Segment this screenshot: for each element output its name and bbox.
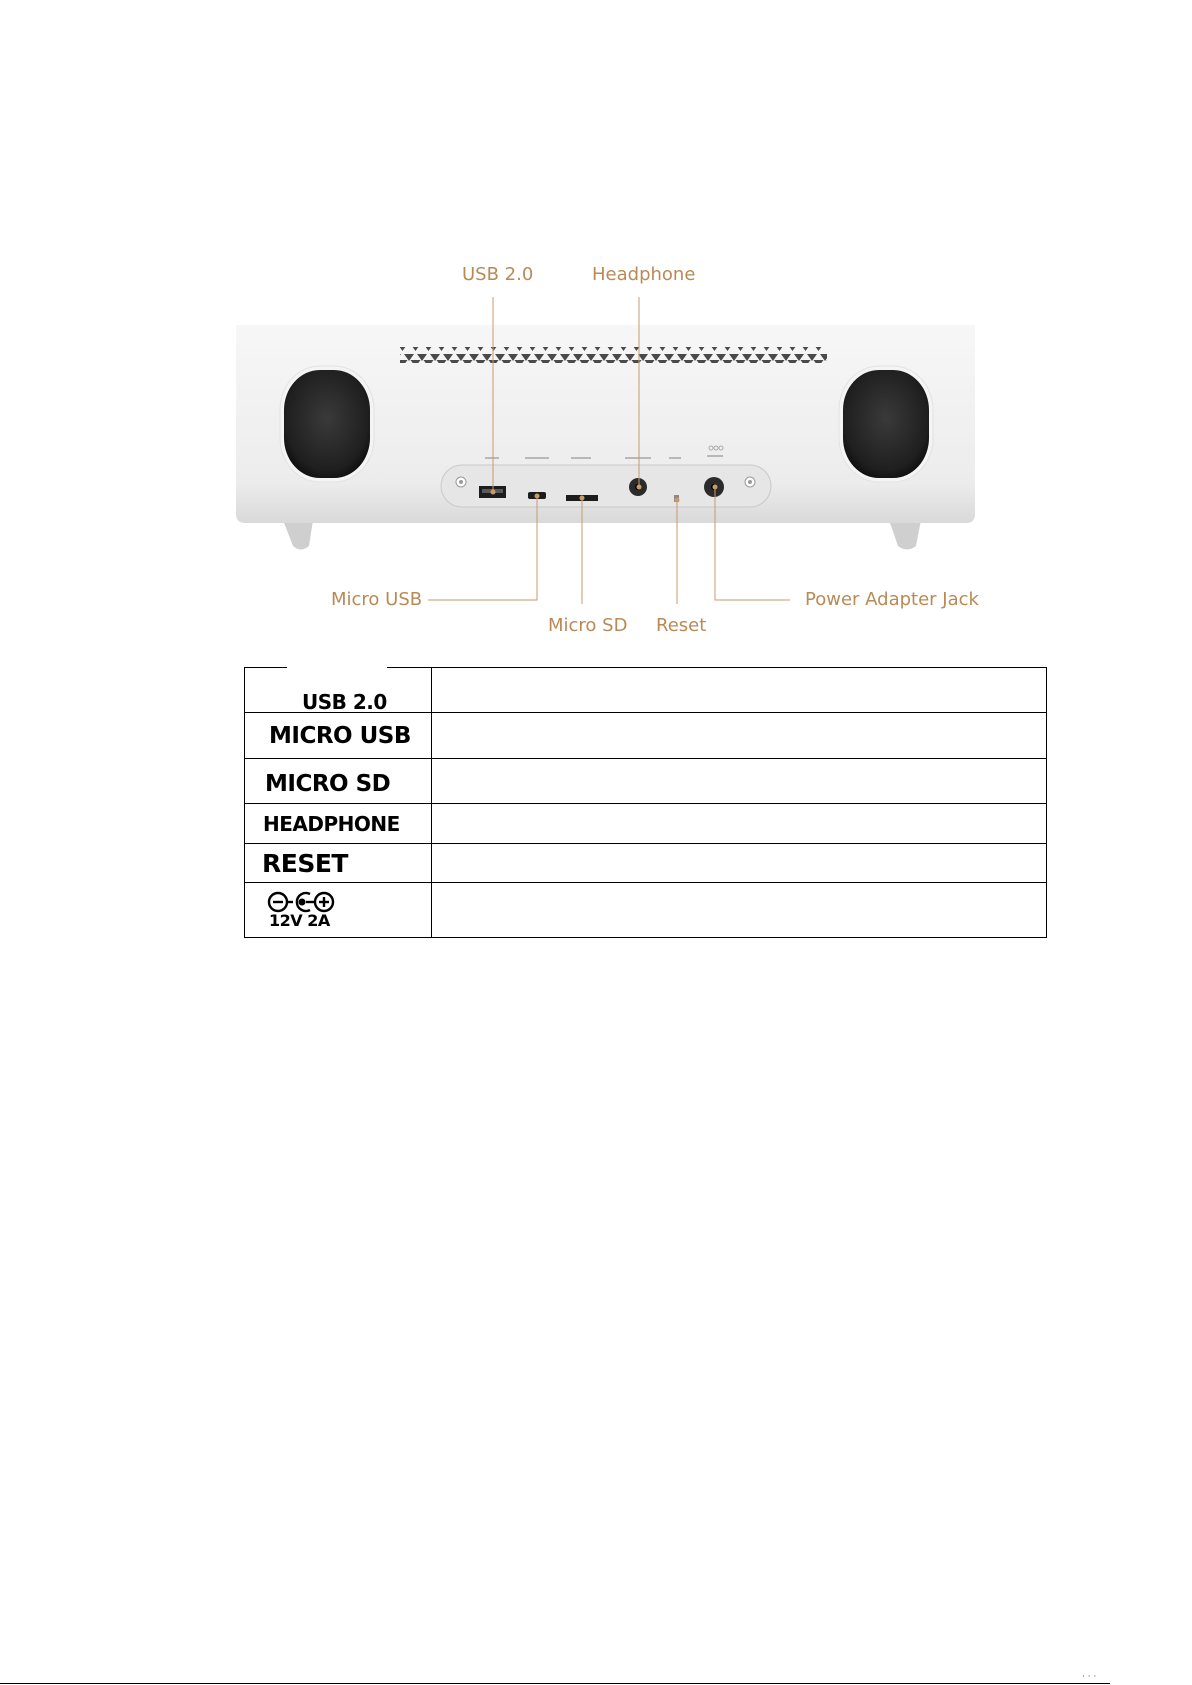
- port-label-headphone: HEADPHONE: [263, 811, 400, 836]
- table-row: [245, 804, 1047, 844]
- table-row: [245, 883, 1047, 938]
- port-label-cell: [245, 804, 432, 844]
- port-table: [244, 667, 1047, 938]
- table-row: [245, 844, 1047, 883]
- left-speaker: [284, 370, 370, 478]
- callout-headphone: Headphone: [592, 264, 696, 285]
- callout-reset: Reset: [656, 615, 707, 636]
- port-label-usb: USB 2.0: [302, 690, 387, 714]
- port-label-cell: [245, 883, 432, 938]
- callout-usb: USB 2.0: [462, 264, 534, 285]
- port-label-micro-usb: MICRO USB: [269, 722, 411, 749]
- dc-polarity-icon: [267, 891, 335, 913]
- port-description: [432, 759, 1047, 804]
- callout-micro-sd: Micro SD: [548, 615, 628, 636]
- table-row: [245, 713, 1047, 759]
- port-label-cell: [245, 759, 432, 804]
- product-rear-panel-figure: [0, 0, 1192, 650]
- port-label-cell: [245, 844, 432, 883]
- port-label-cell: [245, 668, 432, 713]
- port-description: [432, 713, 1047, 759]
- port-label-micro-sd: MICRO SD: [265, 771, 391, 797]
- port-label-cell: [245, 713, 432, 759]
- right-foot: [889, 520, 921, 550]
- table-row: [245, 759, 1047, 804]
- port-description: [432, 883, 1047, 938]
- footer-text: · · ·: [1082, 1672, 1097, 1682]
- vent-grille: [400, 347, 827, 363]
- port-label-power: 12V 2A: [269, 910, 330, 930]
- footer-rule: [0, 1683, 1110, 1684]
- port-description: [432, 804, 1047, 844]
- device-rear-illustration: [0, 0, 1192, 650]
- port-description: [432, 668, 1047, 713]
- left-foot: [283, 520, 313, 550]
- callout-micro-usb: Micro USB: [331, 589, 423, 610]
- port-description: [432, 844, 1047, 883]
- table-row: [245, 668, 1047, 713]
- port-label-reset: RESET: [262, 848, 348, 878]
- right-speaker: [843, 370, 929, 478]
- callout-power-adapter: Power Adapter Jack: [805, 589, 979, 610]
